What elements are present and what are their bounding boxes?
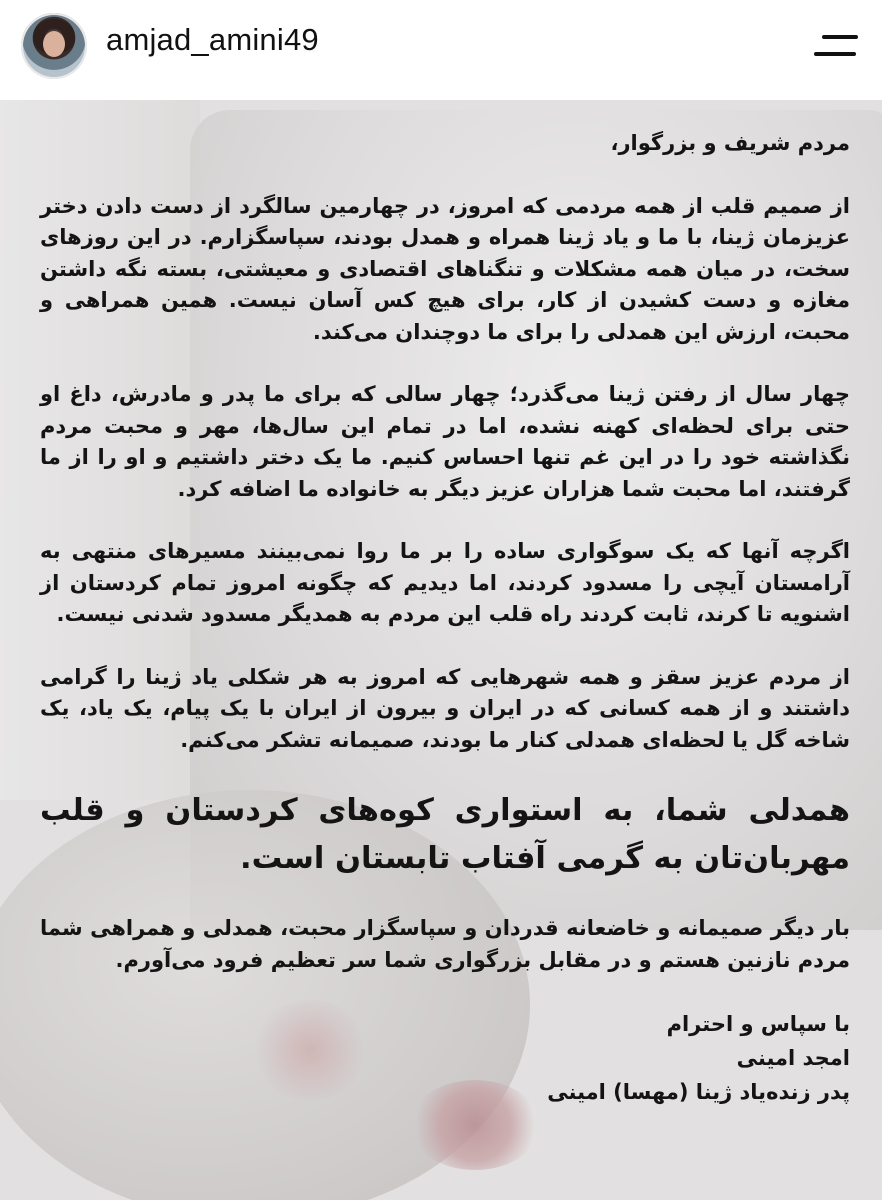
signer-title: پدر زنده‌یاد ژینا (مهسا) امینی bbox=[547, 1080, 850, 1104]
menu-line bbox=[814, 52, 856, 56]
final-paragraph: بار دیگر صمیمانه و خاضعانه قدردان و سپاسگزار محبت، همدلی و همراهی شما مردم نازنین هستم و در مقابل بزرگواری شما سر تعظیم فرود می‌آورم. bbox=[40, 916, 850, 972]
letter-text bbox=[40, 128, 850, 1109]
profile-header bbox=[0, 0, 882, 100]
paragraph-2: چهار سال از رفتن ژینا می‌گذرد؛ چهار سالی که برای ما پدر و مادرش، داغ او حتی برای لحظه‌ای کهنه نشده، اما در تمام این سال‌ها، مهر و محبت مردم نگذاشته خود را در این غم تنها احساس کنیم. ما یک دختر داشتیم و او را از ما گرفتند، اما محبت شما هزاران عزیز دیگر به خانواده ما اضافه کرد. bbox=[40, 382, 850, 501]
paragraph-4: از مردم عزیز سقز و همه شهرهایی که امروز به هر شکلی یاد ژینا را گرامی داشتند و از همه کسانی که در ایران و بیرون از ایران با یک پیام، یک یاد، یک شاخه گل یا لحظه‌ای همدلی کنار ما بودند، صمیمانه تشکر می‌کنم. bbox=[40, 664, 850, 752]
post-image bbox=[0, 100, 882, 1200]
avatar[interactable] bbox=[21, 13, 87, 79]
paragraph-1: از صمیم قلب از همه مردمی که امروز، در چهارمین سالگرد از دست دادن دختر عزیزمان ژینا، با ما و یاد ژینا همراه و همدل بودند، سپاسگزارم. در این روزهای سخت، در میان همه مشکلات و تنگناهای اقتصادی و معیشتی، بسته نگه داشتن مغازه و دست کشیدن از کار، برای هیچ کس آسان نیست. همین همراهی و محبت، ارزش این همدلی را برای ما دوچندان می‌کند. bbox=[40, 193, 850, 344]
greeting: مردم شریف و بزرگوار، bbox=[610, 131, 850, 155]
signature-block bbox=[40, 1007, 850, 1109]
hamburger-menu-icon[interactable] bbox=[814, 30, 860, 60]
closing-line: با سپاس و احترام bbox=[666, 1012, 850, 1036]
signer-name: امجد امینی bbox=[736, 1046, 850, 1070]
menu-line bbox=[822, 35, 858, 39]
avatar-face bbox=[43, 31, 65, 57]
username[interactable]: amjad_amini49 bbox=[106, 22, 319, 57]
highlight-quote: همدلی شما، به استواری کوه‌های کردستان و قلب مهربان‌تان به گرمی آفتاب تابستان است. bbox=[40, 793, 850, 876]
paragraph-3: اگرچه آنها که یک سوگواری ساده را بر ما روا نمی‌بینند مسیرهای منتهی به آرامستان آیچی را مسدود کردند، اما دیدیم که چگونه امروز تمام کردستان از اشنویه تا کرند، ثابت کردند راه قلب این مردم به همدیگر مسدود شدنی نیست. bbox=[40, 539, 850, 626]
